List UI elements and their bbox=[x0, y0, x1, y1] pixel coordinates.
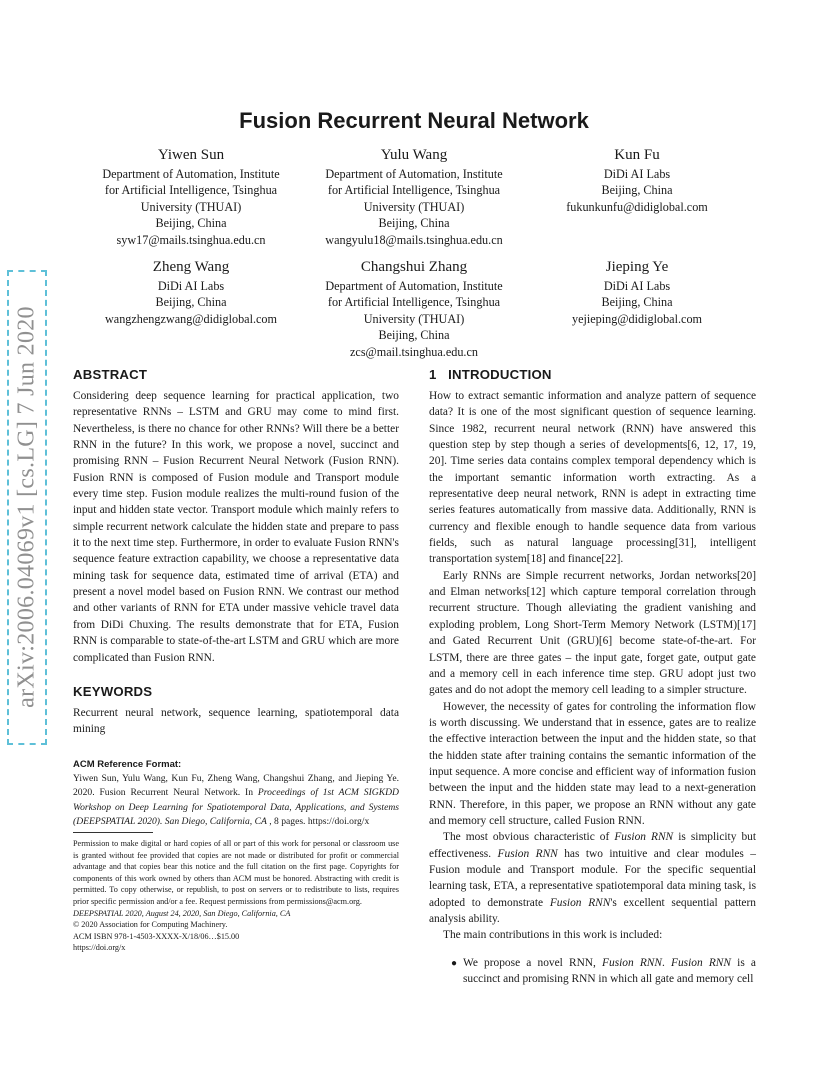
author-affiliation-line: DiDi AI Labs bbox=[603, 279, 671, 293]
footnote-rule bbox=[73, 832, 153, 833]
author-affiliation-line: University (THUAI) bbox=[363, 311, 465, 326]
contribution-bullet bbox=[451, 955, 756, 988]
acm-reference bbox=[73, 758, 399, 830]
author-affiliation-line: Beijing, China bbox=[155, 216, 227, 231]
author-affiliation-line: DiDi AI Labs bbox=[157, 279, 225, 293]
acm-reference-text bbox=[73, 772, 399, 830]
author-block bbox=[303, 146, 525, 248]
author-affiliation-line: Beijing, China bbox=[601, 295, 673, 310]
author-affiliation-line: for Artificial Intelligence, Tsinghua bbox=[104, 183, 278, 198]
abstract-text: Considering deep sequence learning for practical application, two representative RNNs – LSTM and GRU may come to mind first. Nevertheless, is there no chance for other RNNs? Will there be a better RNN in the future? In this work, we propose a novel, succinct and promising RNN – Fusion Recurrent Neural Network (Fusion RNN). Fusion RNN is composed of Fusion module and Transport module every time step. Fusion module realizes the multi-round fusion of the input and hidden state vector. Transport module which mainly refers to simple recurrent network calculate the hidden state and prepare to pass it to the next time step. Furthermore, in order to evaluate Fusion RNN's sequence feature extraction capability, we choose a representative data mining task for sequence data, estimated time of arrival (ETA) and present a novel model based on Fusion RNN. We contrast our method and other variants of RNN for ETA under massive vehicle travel data from DiDi Chuxing. The results demonstrate that for ETA, Fusion RNN is comparable to state-of-the-art LSTM and GRU which are more complicated than Fusion RNN. bbox=[73, 390, 399, 664]
author-block bbox=[80, 146, 302, 248]
keywords-heading: KEYWORDS bbox=[73, 683, 153, 699]
author-affiliation-line: University (THUAI) bbox=[140, 199, 242, 214]
intro-paragraph: Early RNNs are Simple recurrent networks, Jordan networks[20] and Elman networks[12] which capture temporal correlation through recurrent structure. Though alleviating the gradient vanishing and exploding problem, Long Short-Term Memory Network (LSTM)[17] and Gated Recurrent Unit (GRU)[6] become state-of-the-art. For LSTM, there are three gates – the input gate, forget gate, output gate and a memory cell in each inference time step. GRU adopt just two gates and do not adopt the memory cell leading to a simpler structure. bbox=[429, 569, 756, 697]
emphasis: Fusion RNN bbox=[602, 956, 663, 969]
acm-reference-pages: , 8 pages. https://doi.org/x bbox=[266, 816, 370, 828]
emphasis: Fusion RNN bbox=[549, 896, 611, 909]
doi-line: https://doi.org/x bbox=[73, 943, 126, 953]
emphasis: Fusion RNN bbox=[497, 847, 558, 860]
author-affiliation-line: DiDi AI Labs bbox=[603, 167, 671, 181]
author-block bbox=[80, 258, 302, 327]
text-run: 's excellent sequential pattern analysis ability. bbox=[429, 896, 756, 925]
right-column bbox=[429, 366, 756, 987]
text-run: is a succinct and promising RNN in which all gate and memory cell bbox=[463, 956, 756, 986]
bullet-dot-icon: ● bbox=[451, 957, 458, 969]
author-name: Yulu Wang bbox=[380, 147, 448, 163]
author-block bbox=[303, 258, 525, 360]
section-title: INTRODUCTION bbox=[448, 367, 552, 382]
author-affiliation-line: Department of Automation, Institute bbox=[102, 167, 280, 181]
author-affiliation-line: Beijing, China bbox=[155, 295, 227, 310]
conference-venue: DEEPSPATIAL 2020, August 24, 2020, San Diego, California, CA bbox=[73, 908, 291, 918]
copyright-footnote bbox=[73, 838, 399, 954]
intro-paragraph: The main contributions in this work is included: bbox=[443, 929, 663, 942]
permission-notice: Permission to make digital or hard copies of all or part of this work for personal or classroom use is granted without fee provided that copies are not made or distributed for profit or commercial advantage and that copies bear this notice and the full citation on the first page. Copyrights for components of this work owned by others than ACM must be honored. Abstracting with credit is permitted. To copy otherwise, or republish, to post on servers or to redistribute to lists, requires prior specific permission and/or a fee. Request permissions from permissions@acm.org. bbox=[73, 839, 399, 906]
author-block bbox=[526, 258, 748, 327]
author-affiliation-line: University (THUAI) bbox=[363, 199, 465, 214]
emphasis: Fusion RNN bbox=[614, 831, 674, 844]
bullet-text bbox=[463, 955, 756, 988]
author-email: fukunkunfu@didiglobal.com bbox=[566, 199, 708, 214]
copyright-line: © 2020 Association for Computing Machinery. bbox=[73, 920, 228, 930]
isbn-line: ACM ISBN 978-1-4503-XXXX-X/18/06…$15.00 bbox=[73, 931, 240, 941]
author-affiliation-line: for Artificial Intelligence, Tsinghua bbox=[327, 295, 501, 310]
author-name: Changshui Zhang bbox=[360, 259, 468, 275]
author-name: Zheng Wang bbox=[152, 259, 230, 275]
author-block bbox=[526, 146, 748, 215]
abstract-heading: ABSTRACT bbox=[73, 367, 148, 382]
author-email: syw17@mails.tsinghua.edu.cn bbox=[116, 232, 266, 247]
author-email: wangyulu18@mails.tsinghua.edu.cn bbox=[325, 232, 503, 247]
author-affiliation-line: Department of Automation, Institute bbox=[325, 167, 503, 181]
author-name: Kun Fu bbox=[614, 147, 660, 163]
author-affiliation-line: for Artificial Intelligence, Tsinghua bbox=[327, 183, 501, 198]
left-column bbox=[73, 366, 399, 830]
acm-reference-venue: Proceedings of 1st ACM SIGKDD Workshop on Deep Learning for Spatiotemporal Data, Applications, and Systems (DEEPSPATIAL 2020). San Diego, California, CA bbox=[73, 787, 399, 828]
paper-title: Fusion Recurrent Neural Network bbox=[239, 108, 589, 133]
acm-reference-label: ACM Reference Format: bbox=[73, 758, 182, 770]
emphasis: Fusion RNN bbox=[671, 956, 731, 969]
author-affiliation-line: Beijing, China bbox=[601, 183, 673, 198]
text-run: is simplicity but effectiveness. bbox=[429, 831, 756, 860]
text-run: . bbox=[662, 956, 672, 969]
intro-paragraph bbox=[429, 829, 756, 927]
author-name: Jieping Ye bbox=[605, 259, 669, 275]
acm-reference-authors: Yiwen Sun, Yulu Wang, Kun Fu, Zheng Wang, Changshui Zhang, and Jieping Ye. 2020. Fusion Recurrent Neural Network. In bbox=[73, 772, 399, 799]
text-run: has two intuitive and clear modules – Fusion module and Transport module. For the specific sequential learning task, ETA, a representative spatiotemporal data mining task, is adopted to demonstrate bbox=[429, 847, 756, 909]
introduction-heading bbox=[429, 366, 756, 384]
author-email: wangzhengzwang@didiglobal.com bbox=[105, 311, 277, 326]
arxiv-identifier: arXiv:2006.04069v1 [cs.LG] 7 Jun 2020 bbox=[13, 306, 40, 708]
author-affiliation-line: Department of Automation, Institute bbox=[325, 279, 503, 293]
author-affiliation-line: Beijing, China bbox=[378, 216, 450, 231]
keywords-text: Recurrent neural network, sequence learning, spatiotemporal data mining bbox=[73, 706, 399, 736]
author-affiliation-line: Beijing, China bbox=[378, 328, 450, 343]
section-number: 1 bbox=[429, 367, 437, 382]
author-email: zcs@mail.tsinghua.edu.cn bbox=[350, 344, 478, 359]
text-run: We propose a novel RNN, bbox=[463, 956, 603, 969]
author-email: yejieping@didiglobal.com bbox=[571, 311, 703, 326]
intro-paragraph: However, the necessity of gates for controling the information flow is worth discussing. We understand that in essence, gates are to realize the effective interaction between the input and the hidden state, so that the hidden state after training contains the semantic information of the input sequence. A more concise and efficient way of information fusion between the input and the hidden state may lead to a next-generation RNN. Therefore, in this paper, we propose an RNN without any gate and memory cell structure, called Fusion RNN. bbox=[429, 700, 756, 827]
intro-paragraph: How to extract semantic information and analyze pattern of sequence data? It is one of the most significant question of sequence learning. Since 1982, recurrent neural network (RNN) have answered this question step by step though a series of developments[6, 12, 17, 19, 20]. Time series data contains complex temporal dependency which is the important semantic information worth extracting. As a representative deep neural network, RNN is adept in extracting time series features automatically from massive data. Additionally, RNN is currency and flexible enough to handle sequence data from various fields, such as natural language processing[31], intelligent transportation system[18] and finance[22]. bbox=[429, 390, 756, 566]
author-name: Yiwen Sun bbox=[157, 147, 225, 163]
text-run: The most obvious characteristic of bbox=[443, 831, 615, 844]
